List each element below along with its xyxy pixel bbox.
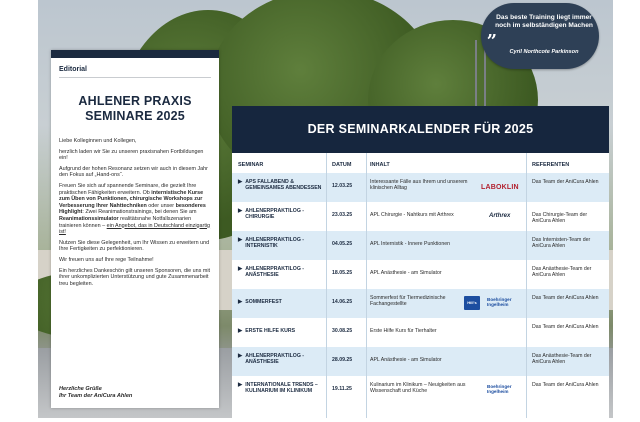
signature-team: Ihr Team der AniCura Ahlen [59, 393, 133, 399]
column-divider [326, 153, 327, 418]
content-cell: Kulinarium im Klinikum – Neuigkeiten aus Wissenschaft und Küche [370, 382, 466, 395]
arrow-right-icon: ▶ [238, 208, 243, 214]
seminar-name: ERSTE HILFE KURS [245, 328, 296, 334]
seminar-cell [238, 237, 324, 250]
table-row [232, 376, 609, 409]
quote-mark-icon: „ [487, 21, 498, 42]
arrow-right-icon: ▶ [238, 266, 243, 272]
editorial-greeting: Liebe Kolleginnen und Kollegen, [59, 138, 137, 144]
arrow-right-icon: ▶ [238, 382, 243, 388]
seminar-cell [238, 179, 324, 192]
seminar-cell [238, 353, 324, 366]
editorial-label: Editorial [59, 66, 88, 73]
content-cell: Erste Hilfe Kurs für Tierhalter [370, 328, 437, 334]
arrow-right-icon: ▶ [238, 328, 243, 334]
table-row [232, 260, 609, 289]
date-cell: 18.05.25 [332, 270, 353, 276]
text-run-bold: internistische Kurse zum Üben von Punktionen, chirurgische Workshops zur Verbesserung Ihrer Nahttechniken [59, 189, 204, 209]
speakers-cell: Das Team der AniCura Ahlen [532, 295, 599, 301]
text-run-underlined: ein Angebot, das in Deutschland einzigartig ist! [59, 222, 211, 236]
quote-badge [481, 3, 599, 69]
sponsor-logo-boehringer: Boehringer Ingelheim [487, 297, 512, 307]
date-cell: 04.05.25 [332, 241, 353, 247]
text-run: realitätsnahe Notfallszenarien trainieren können – [59, 215, 192, 229]
date-cell: 19.11.25 [332, 386, 352, 392]
table-row [232, 173, 609, 202]
content-cell: Sommerfest für Tiermedizinische Fachangestellte [370, 295, 446, 308]
seminar-name: INTERNATIONALE TRENDS – KULINARIUM IM KLINIKUM [245, 382, 318, 395]
seminar-cell [238, 266, 324, 279]
column-header-date: DATUM [332, 162, 352, 168]
date-cell: 12.03.25 [332, 183, 353, 189]
sponsor-logo-hills: Hill's [464, 296, 480, 310]
column-divider [526, 153, 527, 418]
text-run-bold: besonderes Highlight [59, 202, 206, 216]
editorial-body [59, 138, 211, 291]
content-cell: APL Anästhesie - am Simulator [370, 357, 442, 363]
content-cell: APL Chirurgie - Nahtkurs mit Arthrex [370, 212, 454, 218]
column-header-content: INHALT [370, 162, 390, 168]
editorial-paragraph: Wir freuen uns auf Ihre rege Teilnahme! [59, 256, 154, 263]
table-row [232, 347, 609, 376]
content-cell: APL Internistik - Innere Punktionen [370, 241, 450, 247]
arrow-right-icon: ▶ [238, 179, 243, 185]
sponsor-logo-arthrex: Arthrex [489, 213, 511, 219]
editorial-panel [51, 50, 219, 408]
arrow-right-icon: ▶ [238, 299, 243, 305]
editorial-title [59, 94, 211, 124]
seminar-cell [238, 328, 324, 334]
sponsor-logo-laboklin: LABOKLIN [481, 184, 519, 191]
arrow-right-icon: ▶ [238, 353, 243, 359]
seminar-cell [238, 208, 324, 221]
table-row [232, 202, 609, 231]
speakers-cell: Das Anästhesie-Team der AniCura Ahlen [532, 353, 592, 366]
seminar-calendar [232, 106, 609, 418]
seminar-cell [238, 299, 324, 305]
column-divider [366, 153, 367, 418]
column-header-seminar: SEMINAR [238, 162, 264, 168]
text-run: Freuen Sie sich auf spannende Seminare, die gezielt Ihre praktischen Fähigkeiten erweitern. Ob [59, 182, 197, 196]
date-cell: 14.06.25 [332, 299, 353, 305]
speakers-cell: Das Team der AniCura Ahlen [532, 382, 599, 388]
editorial-paragraph [59, 183, 211, 236]
editorial-title-line1: AHLENER PRAXIS [78, 94, 192, 108]
quote-author: Cyril Northcote Parkinson [509, 49, 579, 55]
table-row [232, 289, 609, 318]
signature-greeting: Herzliche Grüße [59, 386, 102, 392]
content-cell: Interessante Fälle aus Ihrem und unserem klinischen Alltag [370, 179, 468, 192]
table-row [232, 231, 609, 260]
quote-text: Das beste Training liegt immer noch im selbständigen Machen [495, 14, 593, 29]
speakers-cell: Das Chirurgie-Team der AniCura Ahlen [532, 212, 588, 225]
speakers-cell: Das Anästhesie-Team der AniCura Ahlen [532, 266, 592, 279]
editorial-paragraph: Aufgrund der hohen Resonanz setzen wir auch in diesem Jahr den Fokus auf „Hand-ons“. [59, 165, 208, 179]
content-cell: APL Anästhesie - am Simulator [370, 270, 442, 276]
flagpole [475, 40, 477, 110]
editorial-divider [59, 77, 211, 78]
editorial-title-line2: SEMINARE 2025 [85, 109, 185, 123]
seminar-name: AHLENERPRAKTILOG - ANÄSTHESIE [245, 266, 305, 279]
text-run: : Zwei Reanimationstrainings, bei denen Sie am [82, 209, 197, 216]
editorial-signature [59, 386, 132, 400]
seminar-name: AHLENERPRAKTILOG - CHIRURGIE [245, 208, 305, 221]
seminar-name: APS FALLABEND & GEMEINSAMES ABENDESSEN [245, 179, 322, 192]
seminar-name: SOMMERFEST [245, 299, 282, 305]
speakers-cell: Das Team der AniCura Ahlen [532, 179, 599, 185]
arrow-right-icon: ▶ [238, 237, 243, 243]
seminar-name: AHLENERPRAKTILOG - ANÄSTHESIE [245, 353, 305, 366]
date-cell: 30.08.25 [332, 328, 353, 334]
table-row [232, 318, 609, 347]
speakers-cell: Das Team der AniCura Ahlen [532, 324, 599, 330]
seminar-cell [238, 382, 324, 395]
text-run-bold: Reanimationssimulator [59, 215, 119, 222]
speakers-cell: Das Internisten-Team der AniCura Ahlen [532, 237, 591, 250]
text-run: oder unser [146, 202, 176, 209]
calendar-title: DER SEMINARKALENDER FÜR 2025 [232, 106, 609, 153]
sponsor-logo-boehringer: Boehringer Ingelheim [487, 384, 512, 394]
editorial-paragraph: Nutzen Sie diese Gelegenheit, um Ihr Wissen zu erweitern und Ihre Fertigkeiten zu perfektionieren. [59, 239, 210, 253]
date-cell: 23.03.25 [332, 212, 353, 218]
editorial-top-bar [51, 50, 219, 58]
editorial-paragraph: Ein herzliches Dankeschön gilt unseren Sponsoren, die uns mit ihrer unkomplizierten Unterstützung und gute Zusammenarbeit treu begleiten. [59, 267, 211, 287]
seminar-name: AHLENERPRAKTILOG - INTERNISTIK [245, 237, 305, 250]
date-cell: 28.09.25 [332, 357, 353, 363]
calendar-column-headers [232, 153, 609, 173]
column-header-speakers: REFERENTEN [532, 162, 570, 168]
editorial-paragraph: herzlich laden wir Sie zu unseren praxisnahen Fortbildungen ein! [59, 148, 204, 162]
